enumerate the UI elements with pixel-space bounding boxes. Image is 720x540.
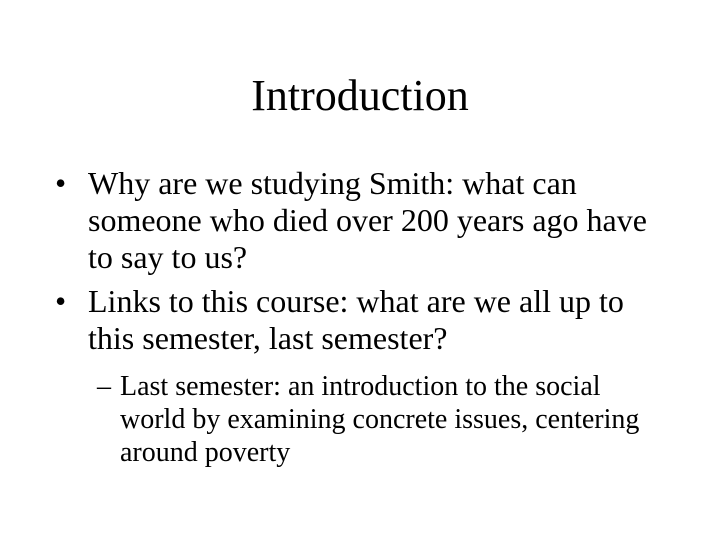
- bullet-marker: •: [55, 165, 67, 201]
- bullet-text: [88, 165, 675, 276]
- bullet-text-line: Why are we studying Smith: what can: [88, 165, 577, 201]
- bullet-marker: •: [55, 283, 67, 319]
- bullet-text: [88, 283, 675, 357]
- bullet-item-course-links: [55, 283, 675, 357]
- bullet-text-line: someone who died over 200 years ago have: [88, 202, 647, 238]
- bullet-text-line: Links to this course: what are we all up to: [88, 283, 624, 319]
- sub-bullet-item-last-semester: [97, 370, 677, 469]
- bullet-item-smith: [55, 165, 675, 276]
- sub-bullet-marker: –: [97, 371, 111, 402]
- bullet-text-line: to say to us?: [88, 239, 248, 275]
- bullet-text-line: this semester, last semester?: [88, 320, 448, 356]
- sub-bullet-text-line: around poverty: [120, 437, 291, 468]
- sub-bullet-text-line: Last semester: an introduction to the social: [120, 371, 601, 402]
- sub-bullet-text: [120, 370, 677, 469]
- slide-title: Introduction: [251, 71, 469, 120]
- sub-bullet-text-line: world by examining concrete issues, centering: [120, 404, 640, 435]
